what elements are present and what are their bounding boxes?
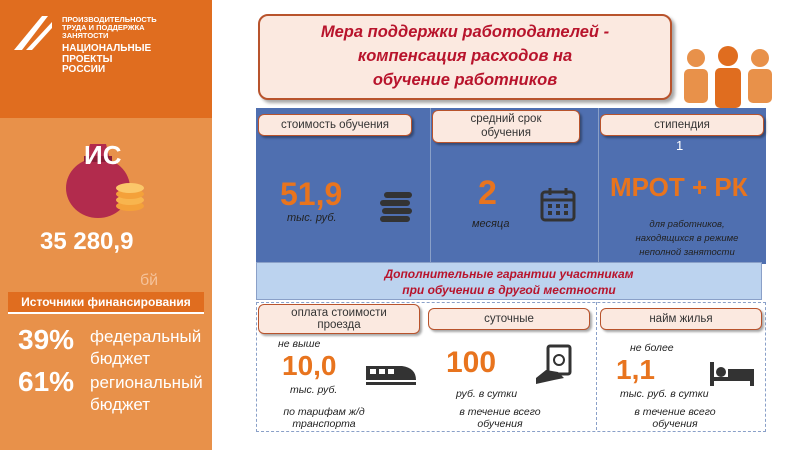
daily-label: суточные: [428, 308, 590, 330]
calendar-icon: [540, 186, 576, 222]
amount-unit-partial: бй: [140, 272, 159, 289]
logo-subtitle: ПРОИЗВОДИТЕЛЬНОСТЬ ТРУДА И ПОДДЕРЖКА ЗАНЯТОСТИ: [62, 15, 157, 40]
stipend-value: МРОТ + РК: [610, 172, 748, 202]
additional-guarantees-banner: Дополнительные гарантии участникам при обучении в другой местности: [256, 262, 762, 300]
train-icon: [364, 358, 418, 386]
term-value: 2: [478, 174, 497, 212]
housing-note: в течение всего обучения: [634, 406, 716, 430]
people-icon: [680, 44, 776, 110]
daily-unit: руб. в сутки: [456, 388, 518, 400]
divider: [430, 108, 431, 264]
regional-percent: 61%: [18, 366, 75, 397]
cost-value: 51,9: [280, 176, 343, 212]
cash-hand-icon: [534, 344, 576, 386]
travel-unit: тыс. руб.: [290, 384, 338, 396]
total-amount: 35 280,9: [40, 228, 134, 255]
travel-label: оплата стоимости проезда: [258, 304, 420, 334]
term-unit: месяца: [472, 218, 510, 230]
housing-label: найм жилья: [600, 308, 762, 330]
cost-unit: тыс. руб.: [287, 212, 337, 224]
term-label: средний срок обучения: [432, 110, 580, 143]
page-title: Мера поддержки работодателей - компенсация расходов на обучение работников: [258, 14, 672, 100]
stipend-number: 1: [676, 138, 684, 153]
stipend-label: стипендия: [600, 114, 764, 136]
divider: [596, 302, 598, 430]
daily-note: в течение всего обучения: [459, 406, 541, 430]
divider: [598, 108, 599, 264]
regional-budget-label: региональный бюджет: [90, 373, 203, 414]
ic-label: ИС: [84, 140, 122, 170]
coins-icon: [376, 186, 416, 226]
logo-mark-icon: [14, 12, 54, 52]
bed-icon: [708, 360, 756, 388]
logo-panel: [0, 0, 212, 118]
housing-value: 1,1: [616, 354, 655, 385]
housing-unit: тыс. руб. в сутки: [620, 388, 709, 400]
federal-budget-label: федеральный бюджет: [90, 327, 202, 368]
logo-title: НАЦИОНАЛЬНЫЕ ПРОЕКТЫ РОССИИ: [62, 43, 152, 75]
stipend-note: для работников, находящихся в режиме неполной занятости: [635, 219, 739, 258]
federal-percent: 39%: [18, 324, 75, 355]
cost-label: стоимость обучения: [258, 114, 412, 136]
travel-note: по тарифам ж/д транспорта: [283, 406, 365, 430]
housing-prefix: не более: [630, 342, 674, 354]
travel-value: 10,0: [282, 350, 337, 381]
funding-sources-title: Источники финансирования: [8, 292, 204, 314]
daily-value: 100: [446, 346, 497, 379]
travel-prefix: не выше: [278, 338, 321, 350]
